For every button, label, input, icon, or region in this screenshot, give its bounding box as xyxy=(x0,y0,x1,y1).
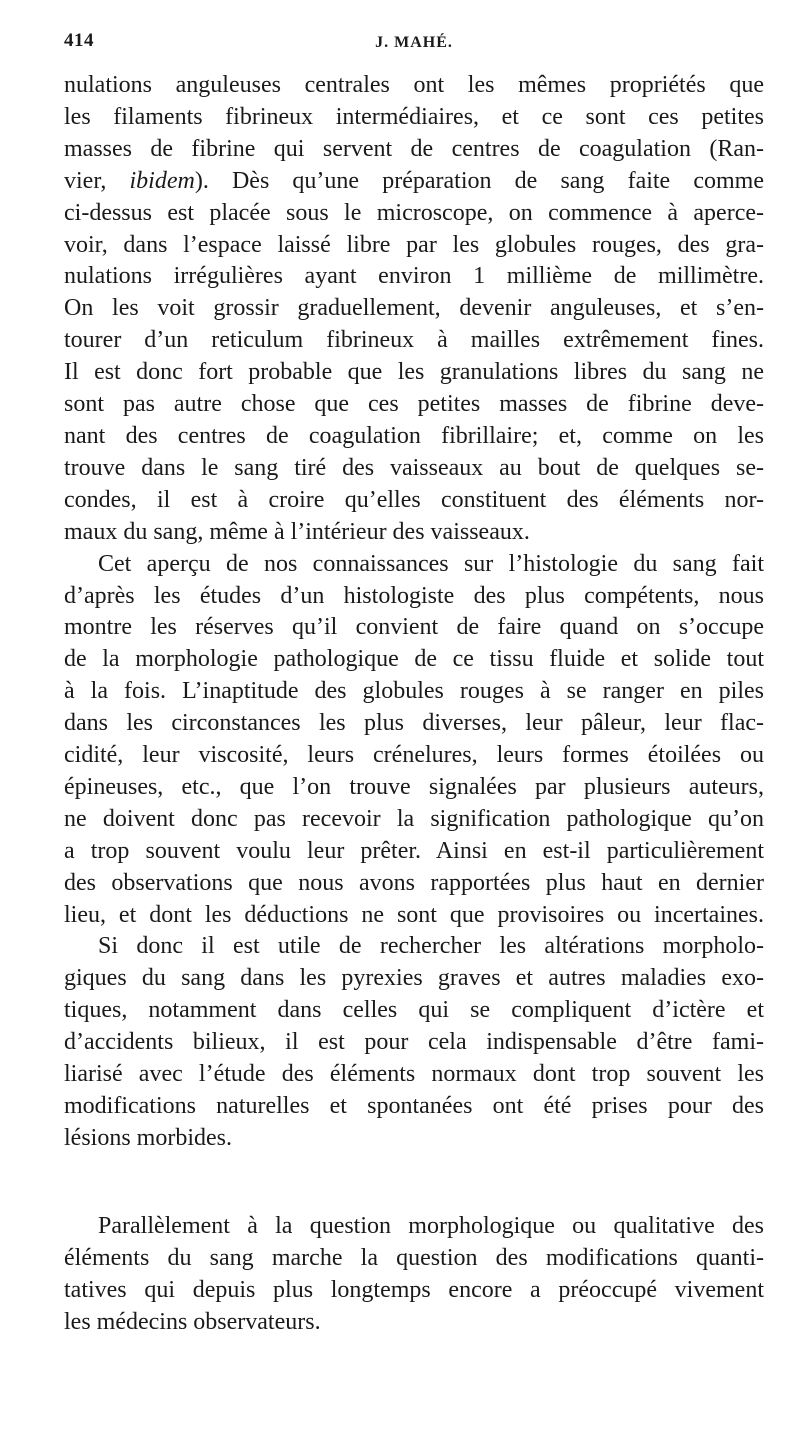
text-line: dans les circonstances les plus diverses, leur pâleur, leur flac- xyxy=(64,710,764,737)
text-fragment: vier, xyxy=(64,167,130,194)
text-line: trouve dans le sang tiré des vaisseaux au bout de quelques se- xyxy=(64,454,764,481)
text-line: ci-dessus est placée sous le microscope, on commence à aperce- xyxy=(64,199,764,226)
page-number: 414 xyxy=(64,30,94,51)
text-line: lésions morbides. xyxy=(64,1124,232,1151)
text-line: cidité, leur viscosité, leurs crénelures, leurs formes étoilées ou xyxy=(64,742,764,769)
text-line: les filaments fibrineux intermédiaires, et ce sont ces petites xyxy=(64,103,764,130)
text-line: modifications naturelles et spontanées ont été prises pour des xyxy=(64,1093,764,1119)
text-line: masses de fibrine qui servent de centres de coagulation (Ran- xyxy=(64,135,764,162)
text-line: épineuses, etc., que l’on trouve signalées par plusieurs auteurs, xyxy=(64,773,764,800)
text-line: Cet aperçu de nos connaissances sur l’histologie du sang fait xyxy=(98,550,764,577)
page-header xyxy=(64,30,764,70)
text-line: nulations anguleuses centrales ont les mêmes propriétés que xyxy=(64,72,764,98)
text-line: nulations irrégulières ayant environ 1 millième de millimètre. xyxy=(64,263,764,290)
paragraph-2 xyxy=(64,549,764,932)
text-line: lieu, et dont les déductions ne sont que provisoires ou incertaines. xyxy=(64,901,764,928)
book-page xyxy=(64,30,764,1338)
text-line: ne doivent donc pas recevoir la signification pathologique qu’on xyxy=(64,805,764,832)
text-line: à la fois. L’inaptitude des globules rouges à se ranger en piles xyxy=(64,678,764,705)
italic-citation: ibidem xyxy=(129,167,195,194)
text-line: des observations que nous avons rapportées plus haut en dernier xyxy=(64,869,764,896)
text-line: giques du sang dans les pyrexies graves et autres maladies exo- xyxy=(64,965,764,992)
text-line: condes, il est à croire qu’elles constituent des éléments nor- xyxy=(64,486,764,513)
text-line: tiques, notamment dans celles qui se compliquent d’ictère et xyxy=(64,997,764,1024)
text-fragment: ). Dès qu’une préparation de sang faite comme xyxy=(194,167,764,194)
text-line: liarisé avec l’étude des éléments normaux dont trop souvent les xyxy=(64,1061,764,1088)
text-line: éléments du sang marche la question des modifications quanti- xyxy=(64,1244,764,1271)
text-line: les médecins observateurs. xyxy=(64,1308,321,1335)
text-line: voir, dans l’espace laissé libre par les globules rouges, des gra- xyxy=(64,231,764,258)
text-line: tourer d’un reticulum fibrineux à mailles extrêmement fines. xyxy=(64,327,764,354)
text-line: maux du sang, même à l’intérieur des vaisseaux. xyxy=(64,518,530,545)
text-line: Si donc il est utile de rechercher les altérations morpholo- xyxy=(98,933,764,960)
text-line: de la morphologie pathologique de ce tissu fluide et solide tout xyxy=(64,646,764,673)
text-line: d’après les études d’un histologiste des plus compétents, nous xyxy=(64,582,764,609)
running-head: J. MAHÉ. xyxy=(375,34,453,51)
paragraph-4 xyxy=(64,1211,764,1339)
text-line: sont pas autre chose que ces petites masses de fibrine deve- xyxy=(64,391,764,418)
text-line: nant des centres de coagulation fibrillaire; et, comme on les xyxy=(64,422,764,449)
text-line: d’accidents bilieux, il est pour cela indispensable d’être fami- xyxy=(64,1029,764,1056)
text-line: Parallèlement à la question morphologique ou qualitative des xyxy=(98,1212,764,1239)
text-line: tatives qui depuis plus longtemps encore a préoccupé vivement xyxy=(64,1276,764,1303)
paragraph-1 xyxy=(64,70,764,549)
text-line-with-italic xyxy=(64,166,764,198)
text-line: Il est donc fort probable que les granulations libres du sang ne xyxy=(64,359,764,386)
section-gap xyxy=(64,1155,764,1211)
text-line: a trop souvent voulu leur prêter. Ainsi en est-il particulièrement xyxy=(64,837,764,864)
paragraph-3 xyxy=(64,931,764,1154)
text-line: montre les réserves qu’il convient de faire quand on s’occupe xyxy=(64,614,764,641)
text-line: On les voit grossir graduellement, devenir anguleuses, et s’en- xyxy=(64,295,764,322)
